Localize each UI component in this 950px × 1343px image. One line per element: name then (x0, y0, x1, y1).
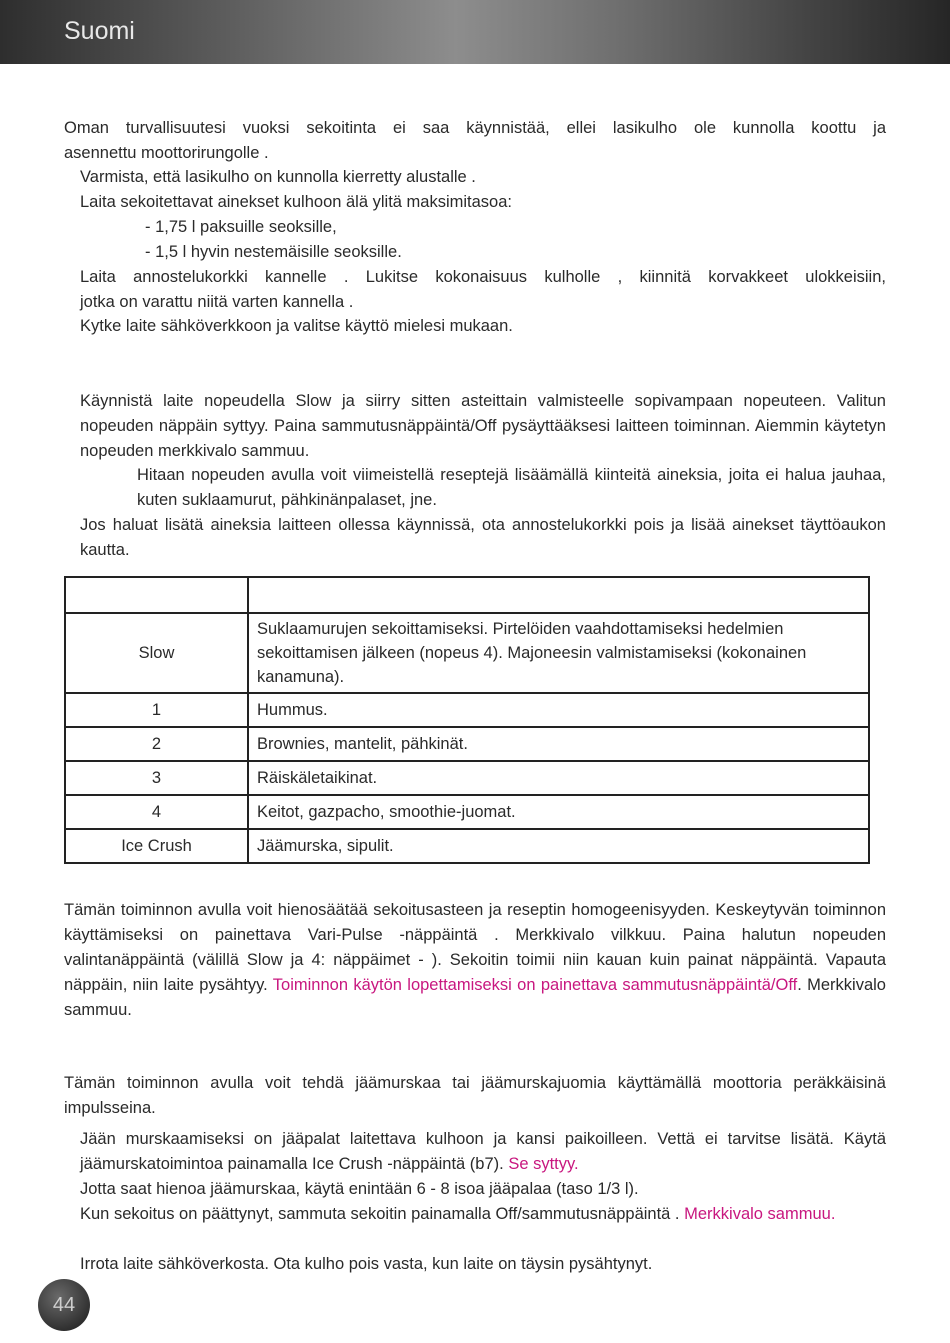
table-header-row (65, 577, 869, 613)
table-row (65, 761, 869, 795)
ice-crush-intro: Tämän toiminnon avulla voit tehdä jäämurskaa tai jäämurskajuomia käyttämällä moottoria peräkkäisinä impulsseina. (64, 1074, 886, 1117)
table-row (65, 727, 869, 761)
table-row (65, 829, 869, 863)
table-row (65, 613, 869, 693)
add-ingredients-paragraph: Jos haluat lisätä aineksia laitteen ollessa käynnissä, ota annostelukorkki pois ja lisää ainekset täyttöaukon kautta. (80, 516, 886, 559)
vari-pulse-stop-instruction: Toiminnon käytön lopettamiseksi on painettava sammutusnäppäintä/Off (272, 976, 798, 994)
table-row (65, 693, 869, 727)
ice-crush-step-3 (80, 1202, 886, 1227)
vari-pulse-paragraph (64, 898, 886, 1023)
step-lid-line-1: Laita annostelukorkki kannelle . Lukitse kokonaisuus kulholle , kiinnitä korvakkeet ulokkeisiin, (80, 268, 886, 286)
step-lid-line-2: jotka on varattu niitä varten kannella . (80, 293, 354, 311)
speed-cell: 4 (65, 795, 248, 829)
speed-table (64, 576, 870, 864)
step-plug-in: Kytke laite sähköverkkoon ja valitse käyttö mielesi mukaan. (80, 317, 513, 335)
max-level-liquid: - 1,5 l hyvin nestemäisille seoksille. (145, 243, 402, 261)
speed-usage-paragraph: Käynnistä laite nopeudella Slow ja siirry sitten asteittain valmisteelle sopivampaan nopeuteen. Valitun nopeuden näppäin syttyy. Paina sammutusnäppäintä/Off pysäyttääksesi laitteen toiminnan. Aiemmin käytetyn nopeuden merkkivalo sammuu. (80, 392, 886, 460)
ice-crush-lights-up: Se syttyy. (508, 1155, 579, 1173)
table-header-speed (65, 577, 248, 613)
ice-crush-step-2: Jotta saat hienoa jäämurskaa, käytä enintään 6 - 8 isoa jääpalaa (taso 1/3 l). (80, 1180, 639, 1198)
ice-crush-step-1 (80, 1127, 886, 1177)
vari-pulse-tail: . Merkkivalo sammuu. (64, 976, 886, 1019)
speed-cell: Slow (65, 613, 248, 693)
use-cell: Räiskäletaikinat. (248, 761, 869, 795)
speed-cell: 2 (65, 727, 248, 761)
table-header-use (248, 577, 869, 613)
ice-crush-step-1-text: Jään murskaamiseksi on jääpalat laitettava kulhoon ja kansi paikoilleen. Vettä ei tarvitse lisätä. Käytä jäämurskatoimintoa painamalla Ice Crush -näppäintä (b7). (80, 1130, 886, 1173)
language-title: Suomi (64, 17, 135, 45)
table-row (65, 795, 869, 829)
speed-cell: Ice Crush (65, 829, 248, 863)
vari-pulse-text: Tämän toiminnon avulla voit hienosäätää sekoitusasteen ja reseptin homogeenisyyden. Keskeytyvän toiminnon käyttämiseksi on painettava Vari-Pulse -näppäintä . Merkkivalo vilkkuu. Paina halutun nopeuden valintanäppäintä (välillä Slow ja 4: näppäimet - ). Sekoitin toimii niin kauan kuin painat näppäintä. Vapauta näppäin, niin laite pysähtyy. (64, 901, 886, 994)
step-add-ingredients: Laita sekoitettavat ainekset kulhoon älä ylitä maksimitasoa: (80, 193, 512, 211)
page-number: 44 (38, 1279, 90, 1331)
page-header (0, 0, 950, 64)
use-cell: Keitot, gazpacho, smoothie-juomat. (248, 795, 869, 829)
speed-cell: 3 (65, 761, 248, 795)
slow-speed-tip: Hitaan nopeuden avulla voit viimeistellä reseptejä lisäämällä kiinteitä aineksia, joita ei halua jauhaa, kuten suklaamurut, pähkinänpalaset, jne. (137, 466, 886, 509)
use-cell: Brownies, mantelit, pähkinät. (248, 727, 869, 761)
use-cell: Suklaamurujen sekoittamiseksi. Pirtelöiden vaahdottamiseksi hedelmien sekoittamisen jälkeen (nopeus 4). Majoneesin valmistamiseksi (kokonainen kanamuna). (248, 613, 869, 693)
ice-crush-step-3-text: Kun sekoitus on päättynyt, sammuta sekoitin painamalla Off/sammutusnäppäintä . (80, 1205, 680, 1223)
max-level-thick: - 1,75 l paksuille seoksille, (145, 218, 337, 236)
use-cell: Jäämurska, sipulit. (248, 829, 869, 863)
use-cell: Hummus. (248, 693, 869, 727)
intro-line-2: asennettu moottorirungolle . (64, 144, 269, 162)
intro-line-1: Oman turvallisuutesi vuoksi sekoitinta ei saa käynnistää, ellei lasikulho ole kunnolla koottu ja (64, 119, 886, 137)
speed-cell: 1 (65, 693, 248, 727)
step-check-bowl: Varmista, että lasikulho on kunnolla kierretty alustalle . (80, 168, 476, 186)
ice-crush-step-4: Irrota laite sähköverkosta. Ota kulho pois vasta, kun laite on täysin pysähtynyt. (80, 1255, 653, 1273)
indicator-off-note: Merkkivalo sammuu. (684, 1205, 836, 1223)
